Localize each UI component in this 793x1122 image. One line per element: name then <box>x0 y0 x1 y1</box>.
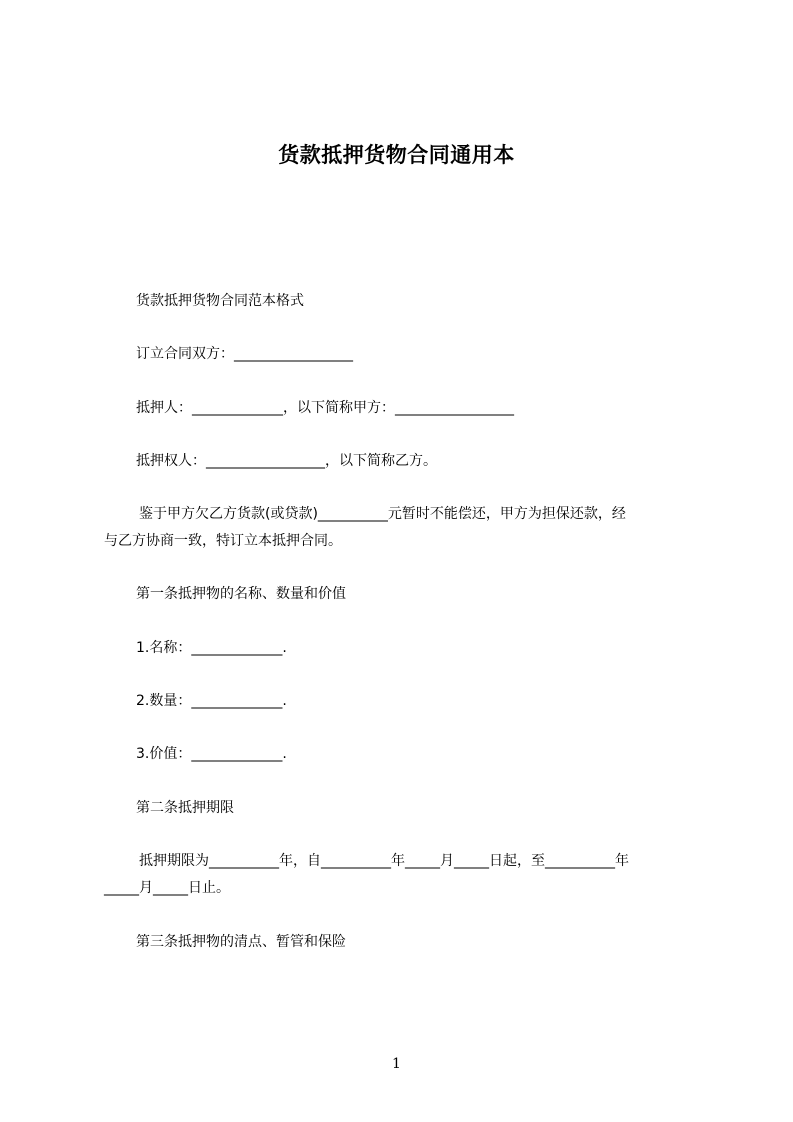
article-2-term-line-2: _____月_____日止。 <box>104 880 230 896</box>
article-2-heading: 第二条抵押期限 <box>136 800 234 816</box>
article-3-heading: 第三条抵押物的清点、暂管和保险 <box>136 934 346 950</box>
document-title: 货款抵押货物合同通用本 <box>278 143 515 167</box>
contract-parties-line: 订立合同双方：_________________ <box>136 346 353 362</box>
page-number: 1 <box>392 1056 401 1072</box>
article-1-item-quantity: 2.数量：_____________. <box>136 693 287 709</box>
mortgagee-line: 抵押权人：_________________，以下简称乙方。 <box>136 453 437 469</box>
article-2-term-line-1: 抵押期限为__________年，自__________年_____月_____日起，至__________年 <box>139 853 629 869</box>
article-1-heading: 第一条抵押物的名称、数量和价值 <box>136 586 346 602</box>
section-heading: 货款抵押货物合同范本格式 <box>136 293 304 309</box>
mortgagor-line: 抵押人：_____________，以下简称甲方：_________________ <box>136 400 514 416</box>
preamble-line-1: 鉴于甲方欠乙方货款(或贷款)__________元暂时不能偿还，甲方为担保还款，经 <box>139 506 626 522</box>
article-1-item-value: 3.价值：_____________. <box>136 746 287 762</box>
preamble-line-2: 与乙方协商一致，特订立本抵押合同。 <box>104 533 342 549</box>
article-1-item-name: 1.名称：_____________. <box>136 640 287 656</box>
